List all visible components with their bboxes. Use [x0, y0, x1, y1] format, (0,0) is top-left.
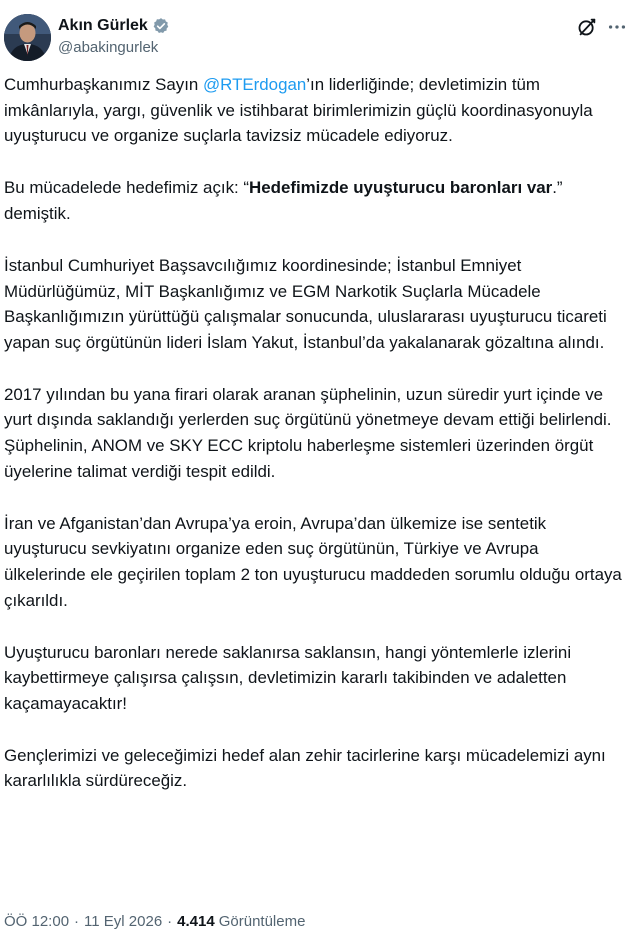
tweet-paragraph-6: Uyuşturucu baronları nerede saklanırsa saklansın, hangi yöntemlerle izlerini kaybettirmeye çalışırsa çalışsın, devletimizin kararlı takibinden ve adaletten kaçamayacaktır!: [4, 642, 572, 713]
tweet-date[interactable]: 11 Eyl 2026: [84, 912, 163, 930]
meta-separator: ·: [167, 912, 173, 930]
tweet-text: [4, 72, 624, 821]
tweet-paragraph-5: İran ve Afganistan’dan Avrupa’ya eroin, Avrupa’dan ülkemize ise sentetik uyuşturucu sevkiyatını organize eden suç örgütünün, Türkiye ve Avrupa ülkelerinde ele geçirilen toplam 2 ton uyuşturucu maddeden sorumlu olduğu ortaya çıkarıldı.: [4, 513, 622, 610]
author-display-name[interactable]: Akın Gürlek: [58, 17, 148, 34]
tweet-header: [4, 10, 628, 62]
more-icon[interactable]: [606, 16, 628, 38]
view-count-label: Görüntüleme: [218, 912, 306, 930]
tweet-time[interactable]: ÖÖ 12:00: [4, 912, 70, 930]
paragraph-text: Bu mücadelede hedefimiz açık: “: [4, 178, 250, 198]
author-names: [58, 15, 170, 56]
author-handle[interactable]: @abakingurlek: [58, 39, 159, 56]
tweet-paragraph-2: [4, 175, 624, 226]
tweet-paragraph-4: 2017 yılından bu yana firari olarak aranan şüphelinin, uzun süredir yurt içinde ve yurt dışında saklandığı yerlerden suç örgütünü yönetmeye devam ettiği belirlendi. Şüphelinin, ANOM ve SKY ECC kriptolu haberleşme sistemleri üzerinden örgüt üyelerine talimat verdiği tespit edildi.: [4, 384, 612, 481]
verified-badge-icon: [152, 17, 170, 35]
paragraph-text: Cumhurbaşkanımız Sayın: [4, 75, 204, 94]
grok-icon[interactable]: [576, 16, 598, 38]
tweet-paragraph-1: [4, 72, 624, 149]
bold-quote: Hedefimizde uyuşturucu baronları var: [249, 178, 553, 198]
meta-separator: ·: [74, 912, 80, 930]
mention-link[interactable]: @RTErdogan: [203, 75, 307, 94]
header-actions: [576, 16, 628, 38]
avatar[interactable]: [4, 14, 51, 61]
tweet-meta: [4, 910, 305, 932]
tweet-paragraph-7: Gençlerimizi ve geleceğimizi hedef alan zehir tacirlerine karşı mücadelemizi aynı kararlılıkla sürdüreceğiz.: [4, 745, 606, 791]
paragraph-text: ’ın liderliğinde; devletimizin tüm imkânlarıyla, yargı, güvenlik ve istihbarat birimlerimizin güçlü koordinasyonuyla uyuşturucu ve organize suçlarla tavizsiz mücadele ediyoruz.: [4, 75, 593, 146]
tweet-paragraph-3: İstanbul Cumhuriyet Başsavcılığımız koordinesinde; İstanbul Emniyet Müdürlüğümüz, MİT Başkanlığımız ve EGM Narkotik Suçlarla Mücadele Başkanlığımızın yürüttüğü çalışmalar sonucunda, uluslararası uyuşturucu ticareti yapan suç örgütünün lideri İslam Yakut, İstanbul’da yakalanarak gözaltına alındı.: [4, 255, 607, 352]
paragraph-text: .” demiştik.: [4, 178, 563, 223]
view-count: 4.414: [177, 912, 215, 930]
